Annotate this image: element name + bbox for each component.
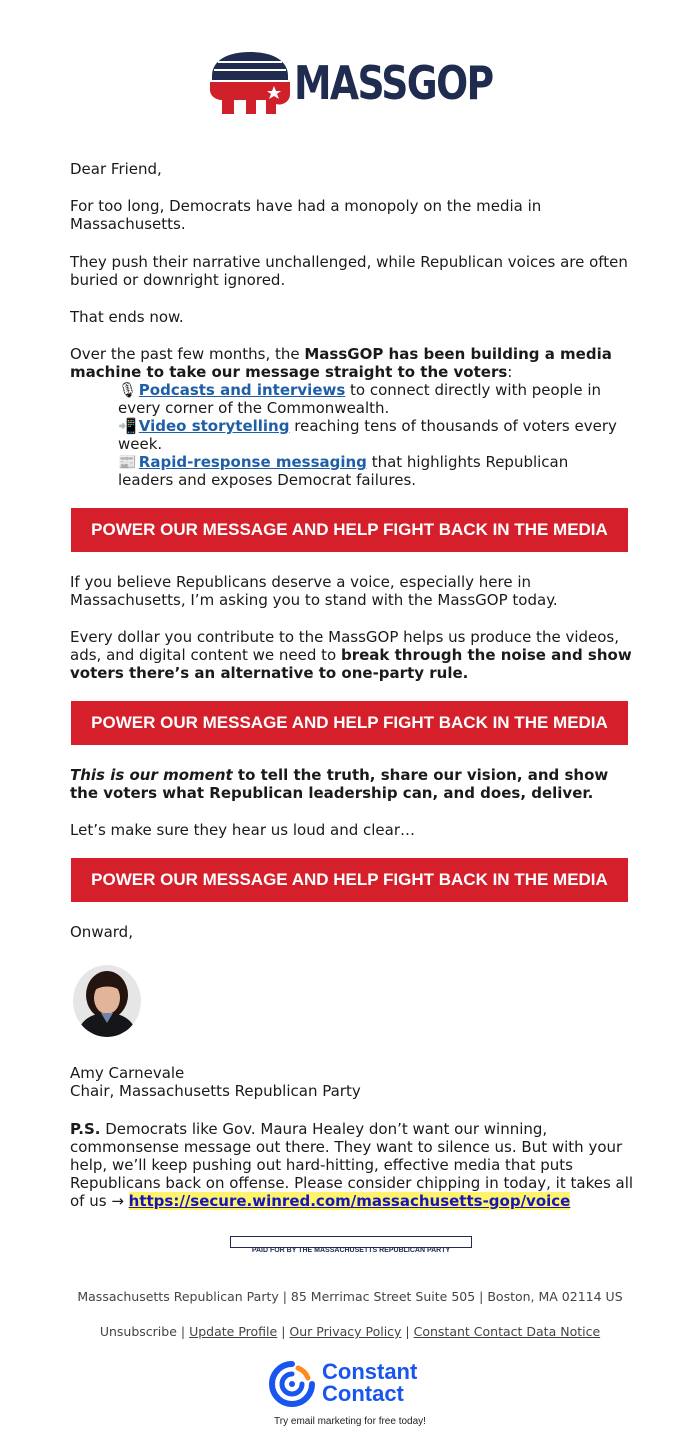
bullet-rapid-response — [118, 453, 623, 489]
phone-icon: 📲 — [118, 417, 137, 435]
moment-emphasis: This is our moment — [70, 766, 233, 784]
footer-sep: | — [401, 1324, 414, 1339]
data-notice-link[interactable]: Constant Contact Data Notice — [413, 1324, 601, 1339]
paid-for-disclaimer — [230, 1236, 472, 1254]
cc-line-1: Constant — [322, 1359, 418, 1384]
paragraph-loud-clear: Let’s make sure they hear us loud and clear… — [70, 821, 416, 839]
bullet-rapid-text: that highlights Republican leaders and exposes Democrat failures. — [118, 453, 569, 489]
update-profile-link[interactable]: Update Profile — [189, 1324, 278, 1339]
every-dollar-bold: break through the noise and show voters there’s an alternative to one-party rule. — [70, 646, 632, 682]
signer-name: Amy Carnevale — [70, 1064, 185, 1082]
paragraph-monopoly: For too long, Democrats have had a monopoly on the media in Massachusetts. — [70, 197, 542, 233]
donate-button-2[interactable]: POWER OUR MESSAGE AND HELP FIGHT BACK IN THE MEDIA — [71, 701, 628, 745]
signer-title: Chair, Massachusetts Republican Party — [70, 1082, 361, 1100]
microphone-icon: 🎙 — [118, 381, 138, 399]
constant-contact-logo[interactable] — [268, 1360, 438, 1410]
footer-sep: | — [176, 1324, 190, 1339]
logo-wordmark: MASSGOP — [294, 56, 493, 110]
bullet-podcasts — [118, 381, 623, 417]
media-machine-colon: : — [507, 363, 513, 381]
media-machine-intro: Over the past few months, the — [70, 345, 305, 363]
paragraph-narrative: They push their narrative unchallenged, while Republican voices are often buried or downright ignored. — [70, 253, 628, 289]
privacy-policy-link[interactable]: Our Privacy Policy — [289, 1324, 402, 1339]
every-dollar-text: Every dollar you contribute to the MassGOP helps us produce the videos, ads, and digital content we need to — [70, 628, 620, 664]
bullet-podcasts-text: to connect directly with people in every corner of the Commonwealth. — [118, 381, 602, 417]
video-storytelling-link[interactable]: Video storytelling — [138, 417, 290, 435]
ps-label: P.S. — [70, 1120, 101, 1138]
paragraph-every-dollar — [70, 628, 635, 682]
avatar — [73, 965, 141, 1037]
cc-line-2: Contact — [322, 1381, 404, 1406]
paragraph-media-machine — [70, 345, 635, 381]
bullet-video — [118, 417, 623, 453]
ps-text: Democrats like Gov. Maura Healey don’t want our winning, commonsense message out there. They want to silence us. But with your help, we’ll keep pushing out hard-hitting, effective media that puts Republicans back on offense. Please consider chipping in today, it takes all of us → — [70, 1120, 634, 1210]
donate-button-1[interactable]: POWER OUR MESSAGE AND HELP FIGHT BACK IN THE MEDIA — [71, 508, 628, 552]
paragraph-ends-now: That ends now. — [70, 308, 184, 326]
winred-link[interactable]: https://secure.winred.com/massachusetts-gop/voice — [128, 1192, 571, 1210]
paragraph-moment — [70, 766, 635, 802]
sign-off: Onward, — [70, 923, 133, 941]
postscript — [70, 1120, 635, 1210]
disclaimer-text: PAID FOR BY THE MASSACHUSETTS REPUBLICAN PARTY — [251, 1247, 451, 1254]
constant-contact-icon — [268, 1360, 316, 1408]
media-machine-bold: MassGOP has been building a media machine to take our message straight to the voters — [70, 345, 612, 381]
cc-tagline[interactable]: Try email marketing for free today! — [274, 1416, 426, 1427]
donate-button-3[interactable]: POWER OUR MESSAGE AND HELP FIGHT BACK IN THE MEDIA — [71, 858, 628, 902]
rapid-response-link[interactable]: Rapid-response messaging — [138, 453, 367, 471]
massgop-logo — [208, 50, 493, 118]
moment-text: to tell the truth, share our vision, and show the voters what Republican leadership can, and does, deliver. — [70, 766, 609, 802]
footer-links — [0, 1324, 700, 1339]
footer-sep: | — [277, 1324, 290, 1339]
footer-address: Massachusetts Republican Party | 85 Merrimac Street Suite 505 | Boston, MA 02114 US — [77, 1289, 623, 1304]
unsubscribe-link[interactable]: Unsubscribe — [99, 1324, 177, 1339]
greeting: Dear Friend, — [70, 160, 162, 178]
bullet-video-text: reaching tens of thousands of voters every week. — [118, 417, 617, 453]
podcasts-link[interactable]: Podcasts and interviews — [138, 381, 346, 399]
newspaper-icon: 📰 — [118, 453, 137, 471]
elephant-icon — [208, 50, 292, 116]
paragraph-believe: If you believe Republicans deserve a voice, especially here in Massachusetts, I’m asking you to stand with the MassGOP today. — [70, 573, 558, 609]
